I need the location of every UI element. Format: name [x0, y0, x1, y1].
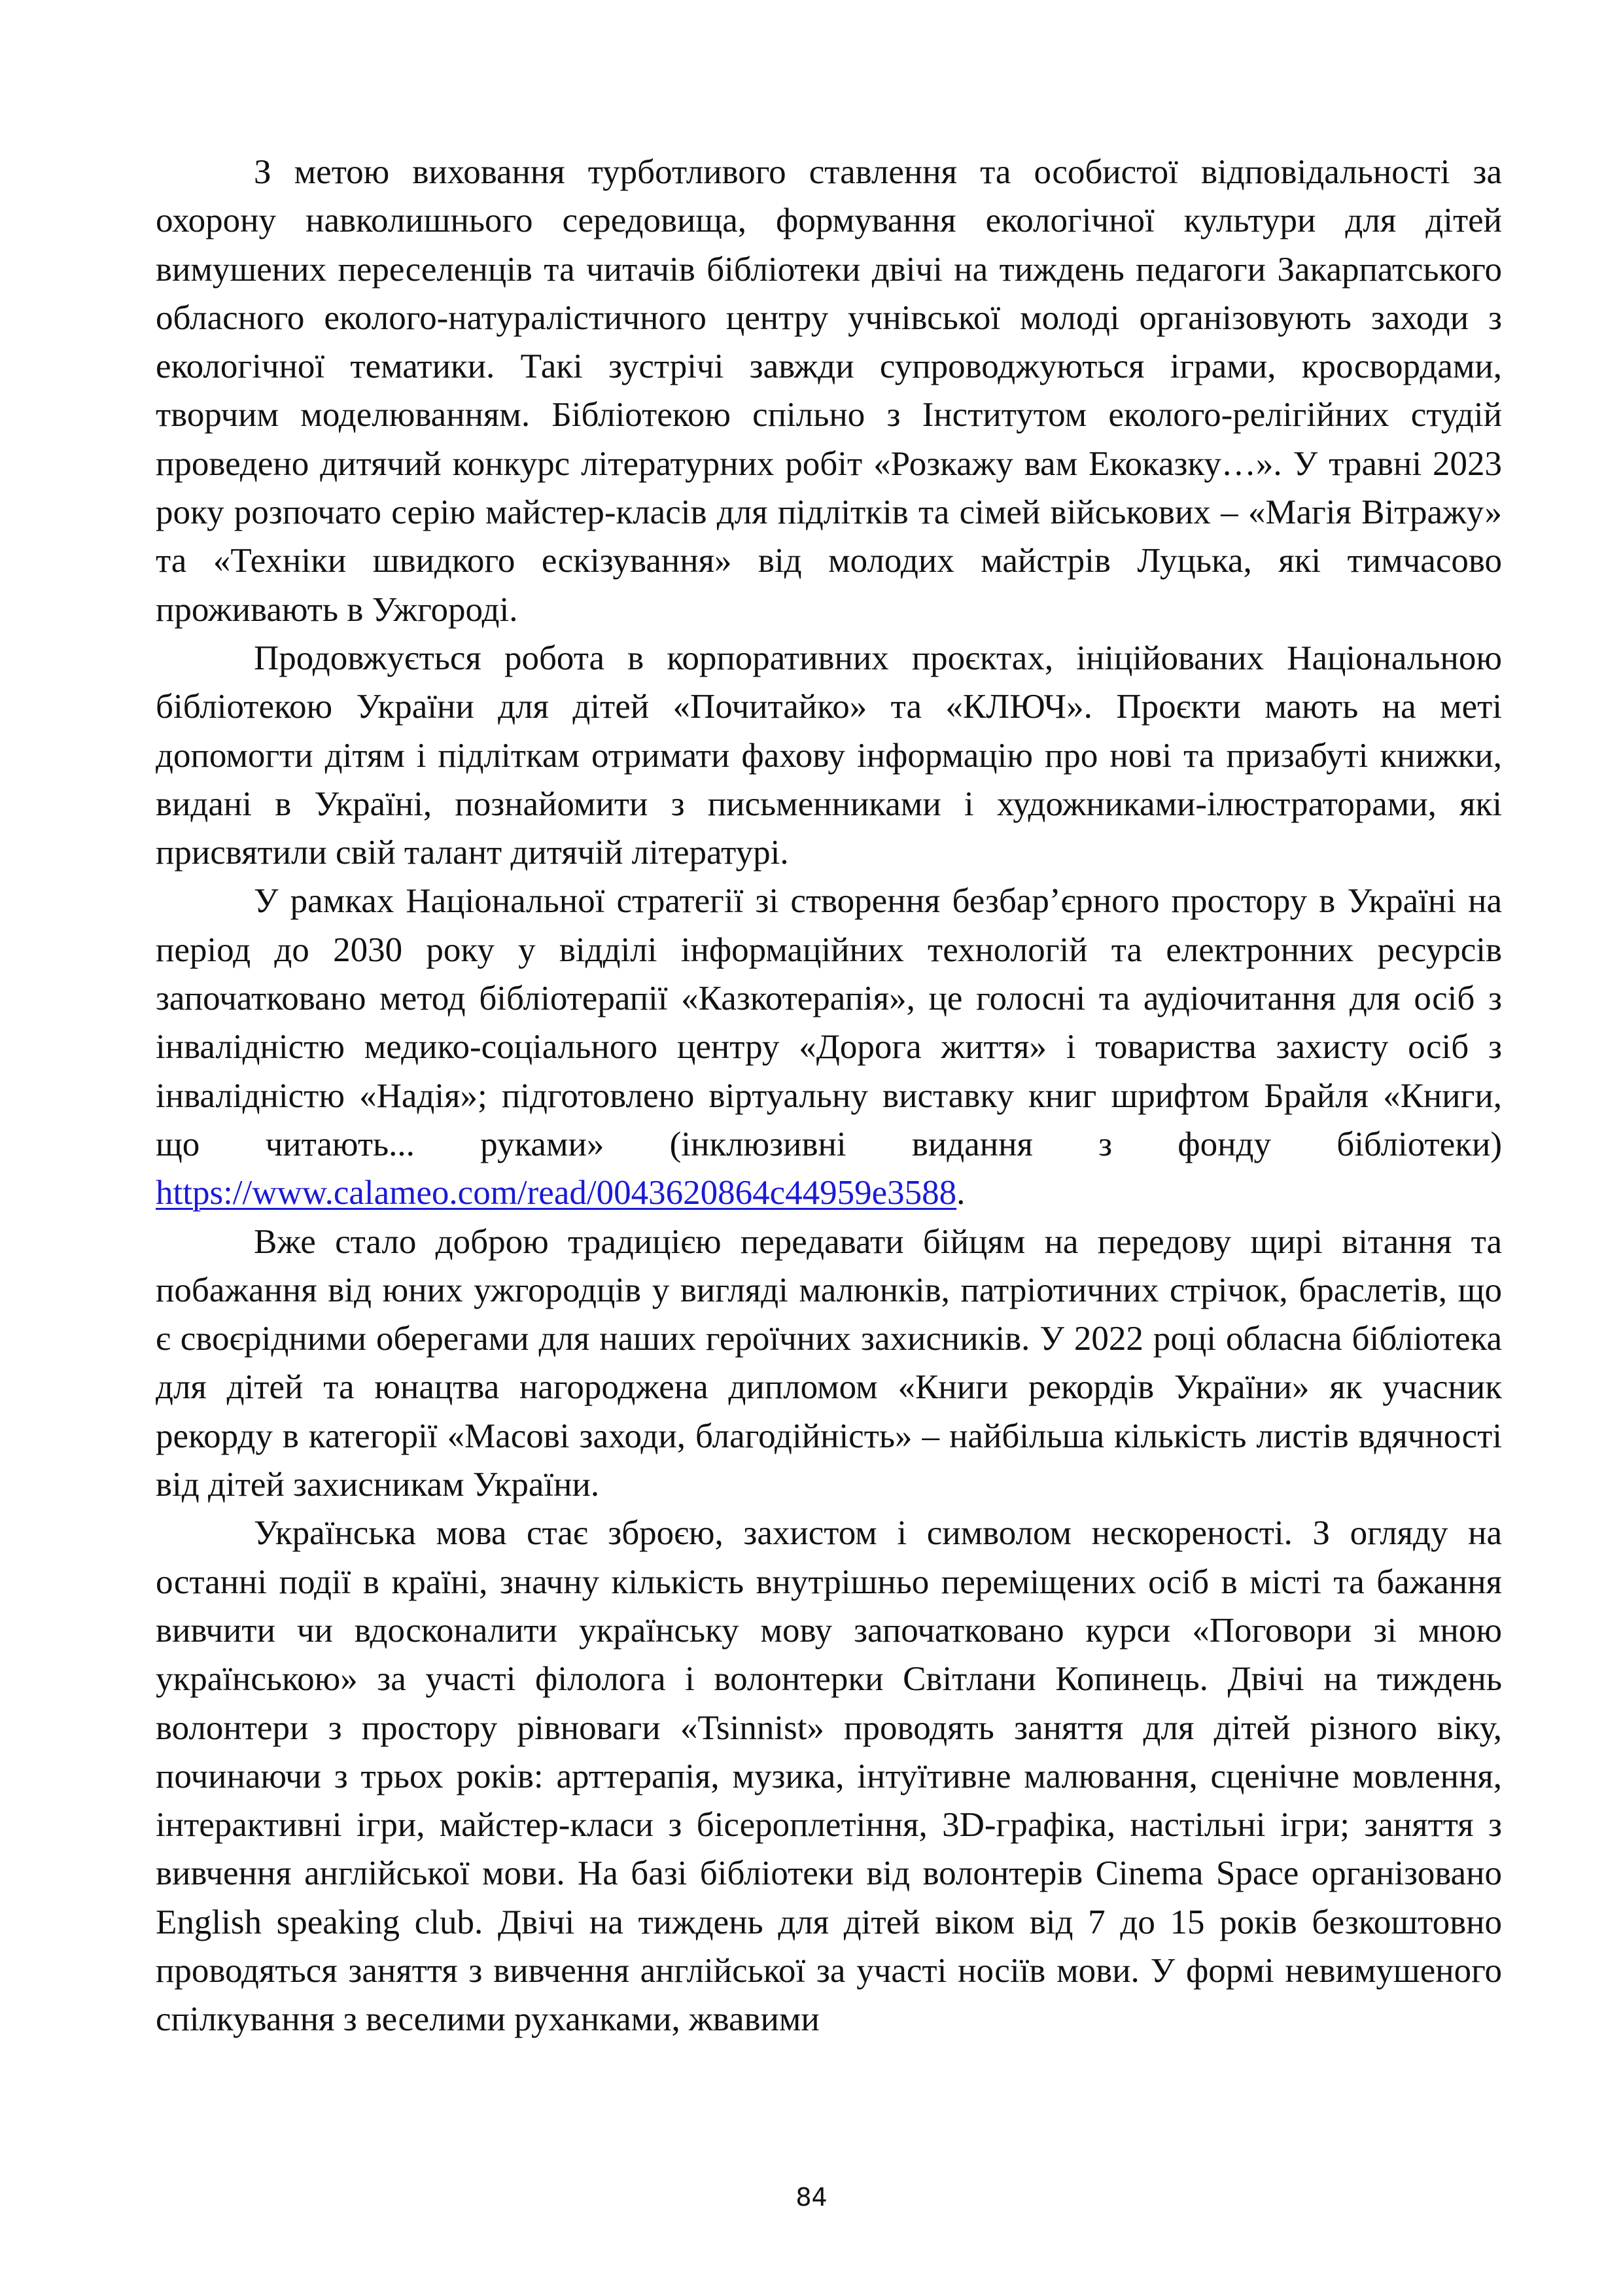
paragraph-text: У рамках Національної стратегії зі створення безбар’єрного простору в Україні на період до 2030 року у відділі інформаційних технологій та електронних ресурсів започатковано метод бібліотерапії «Казкотерапія», це голосні та аудіочитання для осіб з інвалідністю медико-соціального центру «Дорога життя» і товариства захисту осіб з інвалідністю «Надія»; підготовлено віртуальну виставку книг шрифтом Брайля «Книги, що читають... руками» (інклюзивні видання з фонду бібліотеки) [156, 882, 1502, 1163]
paragraph-ukrainian-language [156, 1509, 1502, 2043]
paragraph-text: Продовжується робота в корпоративних проєктах, ініційованих Національною бібліотекою України для дітей «Почитайко» та «КЛЮЧ». Проєкти мають на меті допомогти дітям і підліткам отримати фахову інформацію про нові та призабуті книжки, видані в Україні, познайомити з письменниками і художниками-ілюстраторами, які присвятили свій талант дитячій літературі. [156, 639, 1502, 872]
document-body [156, 148, 1502, 2044]
page-number: 84 [795, 2183, 828, 2212]
paragraph-text-end: . [956, 1174, 966, 1212]
paragraph-support-defenders [156, 1218, 1502, 1510]
paragraph-text: Українська мова стає зброєю, захистом і символом нескореності. З огляду на останні події в країні, значну кількість внутрішньо переміщених осіб в місті та бажання вивчити чи вдосконалити українську мову започатковано курси «Поговори зі мною українською» за участі філолога і волонтерки Світлани Копинець. Двічі на тиждень волонтери з простору рівноваги «Tsinnist» проводять заняття для дітей різного віку, починаючи з трьох років: арттерапія, музика, інтуїтивне малювання, сценічне мовлення, інтерактивні ігри, майстер-класи з бісероплетіння, 3D-графіка, настільні ігри; заняття з вивчення англійської мови. На базі бібліотеки від волонтерів Cinema Space організовано English speaking club. Двічі на тиждень для дітей віком від 7 до 15 років безкоштовно проводяться заняття з вивчення англійської за участі носіїв мови. У формі невимушеного спілкування з веселими руханками, жвавими [156, 1514, 1502, 2039]
paragraph-text: З метою виховання турботливого ставлення та особистої відповідальності за охорону навколишнього середовища, формування екологічної культури для дітей вимушених переселенців та читачів бібліотеки двічі на тиждень педагоги Закарпатського обласного еколого-натуралістичного центру учнівської молоді організовують заходи з екологічної тематики. Такі зустрічі завжди супроводжуються іграми, кросвордами, творчим моделюванням. Бібліотекою спільно з Інститутом еколого-релігійних студій проведено дитячий конкурс літературних робіт «Розкажу вам Екоказку…». У травні 2023 року розпочато серію майстер-класів для підлітків та сімей військових – «Магія Вітражу» та «Техніки швидкого ескізування» від молодих майстрів Луцька, які тимчасово проживають в Ужгороді. [156, 153, 1502, 629]
paragraph-barrier-free [156, 877, 1502, 1217]
paragraph-text: Вже стало доброю традицією передавати бійцям на передову щирі вітання та побажання від юних ужгородців у вигляді малюнків, патріотичних стрічок, браслетів, що є своєрідними оберегами для наших героїчних захисників. У 2022 році обласна бібліотека для дітей та юнацтва нагороджена дипломом «Книги рекордів України» як учасник рекорду в категорії «Масові заходи, благодійність» – найбільша кількість листів вдячності від дітей захисникам України. [156, 1222, 1502, 1504]
calameo-link[interactable]: https://www.calameo.com/read/0043620864c44959e3588 [156, 1174, 957, 1212]
paragraph-corporate-projects [156, 634, 1502, 877]
paragraph-eco-education [156, 148, 1502, 634]
